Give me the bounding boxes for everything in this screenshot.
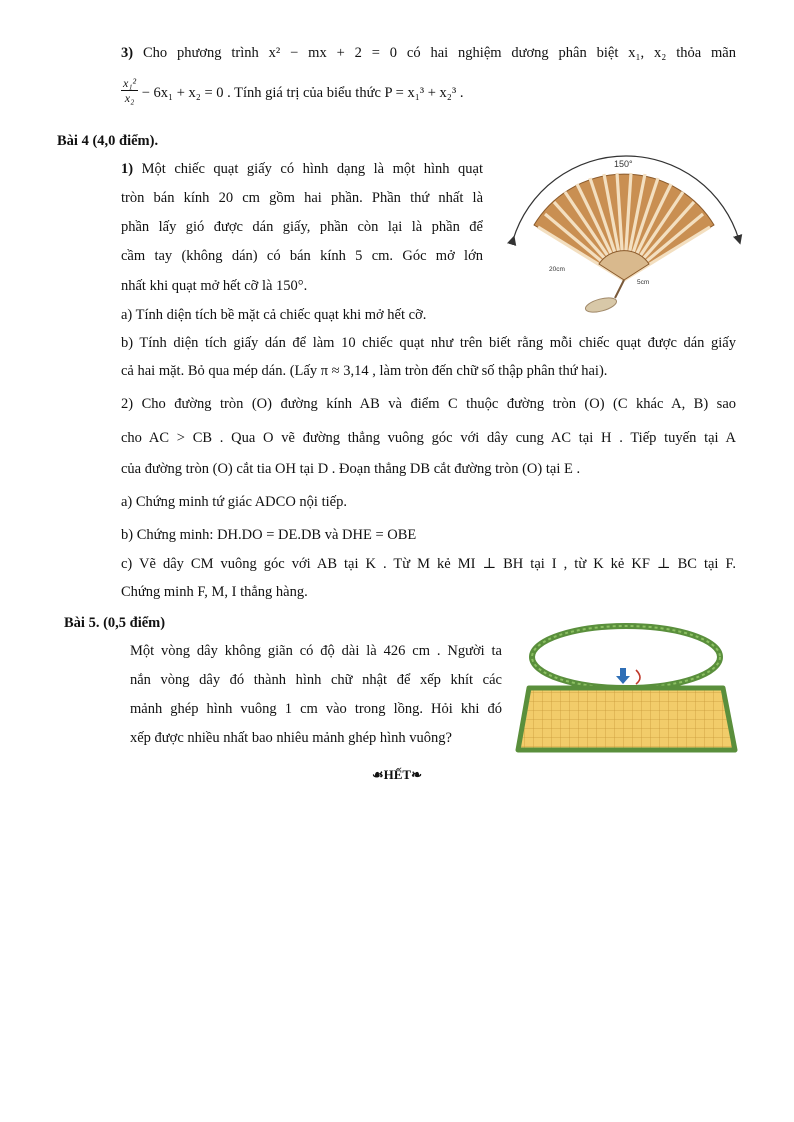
bai5-line: nắn vòng dây đó thành hình chữ nhật để xếp khít các <box>130 672 502 688</box>
angle-label: 150° <box>614 159 633 169</box>
grid-board <box>518 688 735 750</box>
down-arrow-icon <box>616 676 630 684</box>
bai4-p1-line: cầm tay (không dán) có bán kính 5 cm. Góc mở lớn <box>121 248 483 264</box>
tassel <box>584 295 618 315</box>
q3-fraction <box>121 76 138 105</box>
bai4-title: Bài 4 (4,0 điểm). <box>57 133 159 149</box>
radius-label: 20cm <box>549 266 565 273</box>
bai5-line: xếp được nhiều nhất bao nhiêu mảnh ghép hình vuông? <box>130 730 452 746</box>
bai5-title: Bài 5. (0,5 điểm) <box>64 615 166 631</box>
q3-line2 <box>121 76 464 105</box>
bai4-p1-line: tròn bán kính 20 cm gồm hai phần. Phần thứ nhất là <box>121 190 483 206</box>
rotate-icon <box>636 670 640 684</box>
bai4-p1-line <box>121 159 483 179</box>
bai4-p1b-line: b) Tính diện tích giấy dán để làm 10 chiếc quạt như trên biết rằng mỗi chiếc quạt được dán giấy <box>121 335 736 351</box>
bai4-p1-text: Một chiếc quạt giấy có hình dạng là một hình quạt <box>141 161 483 177</box>
end-marker: ☙HẾT❧ <box>371 767 422 782</box>
bai4-p1a: a) Tính diện tích bề mặt cả chiếc quạt khi mở hết cỡ. <box>121 307 427 323</box>
q3-label: 3) <box>121 45 134 61</box>
bai4-p2c-line: c) Vẽ dây CM vuông góc với AB tại K . Từ M kẻ MI ⊥ BH tại I , từ K kẻ KF ⊥ BC tại F. <box>121 556 736 572</box>
bai4-p1-line: phần lấy gió được dán giấy, phần còn lại là phần để <box>121 219 483 235</box>
bai4-p2-line: của đường tròn (O) cắt tia OH tại D . Đoạn thẳng DB cắt đường tròn (O) tại E . <box>121 461 581 477</box>
bai4-p2a: a) Chứng minh tứ giác ADCO nội tiếp. <box>121 494 347 510</box>
q3-frac-den: x₂ <box>124 91 135 105</box>
bai4-p1-line: nhất khi quạt mở hết cỡ là 150°. <box>121 278 308 294</box>
bai5-line: mảnh ghép hình vuông 1 cm vào trong lồng. Hỏi khi đó <box>130 701 502 717</box>
rope-board-illustration <box>515 620 739 758</box>
handle-label: 5cm <box>637 279 650 286</box>
bai4-p2-line: cho AC > CB . Qua O vẽ đường thẳng vuông góc với dây cung AC tại H . Tiếp tuyến tại A <box>121 430 736 446</box>
bai4-p2-line: 2) Cho đường tròn (O) đường kính AB và điểm C thuộc đường tròn (O) (C khác A, B) sao <box>121 396 736 412</box>
q3-frac-num: x₁² <box>123 76 137 90</box>
q3-text2: − 6x₁ + x₂ = 0 . Tính giá trị của biểu thức P = x₁³ + x₂³ . <box>141 84 464 101</box>
q3-text1: Cho phương trình x² − mx + 2 = 0 có hai nghiệm dương phân biệt x₁, x₂ thỏa mãn <box>142 45 736 61</box>
bai4-p1b-line: cả hai mặt. Bỏ qua mép dán. (Lấy π ≈ 3,14 , làm tròn đến chữ số thập phân thứ hai). <box>121 363 608 379</box>
bai4-p2b: b) Chứng minh: DH.DO = DE.DB và DHE = OBE <box>121 527 417 543</box>
q3-line1 <box>121 43 736 63</box>
fan-illustration <box>503 152 747 317</box>
bai4-p1-label: 1) <box>121 161 134 177</box>
bai5-line: Một vòng dây không giãn có độ dài là 426 cm . Người ta <box>130 643 502 659</box>
bai4-p2c-line: Chứng minh F, M, I thẳng hàng. <box>121 584 308 600</box>
